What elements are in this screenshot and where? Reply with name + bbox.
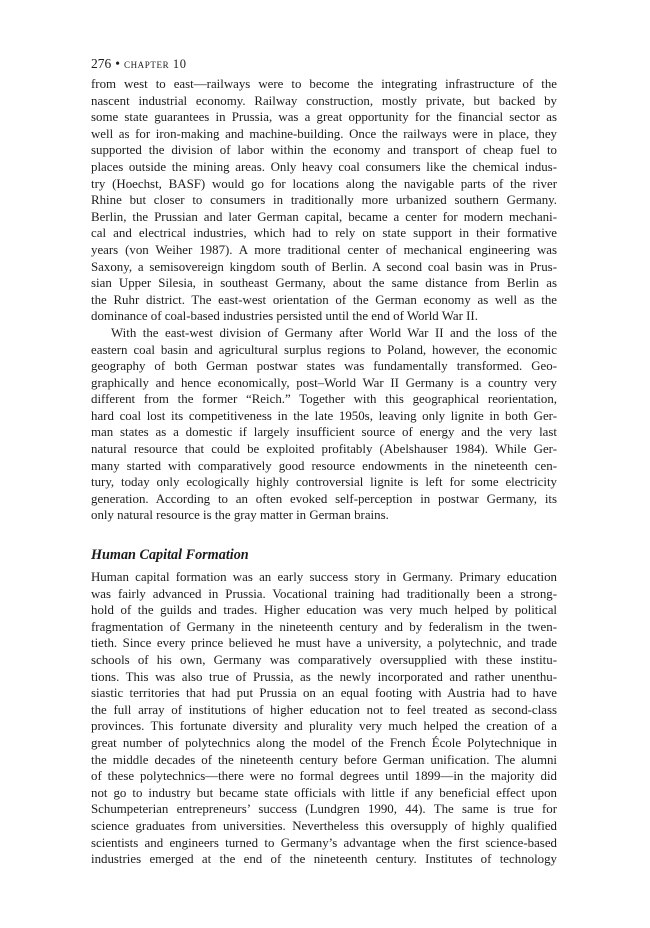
text-line: great number of polytechnics along the model of the French École Polytechnique in xyxy=(91,735,557,750)
text-line: the Ruhr district. The east-west orientation of the German economy as well as the xyxy=(91,292,557,307)
text-line: supported the division of labor within the economy and transport of cheap fuel to xyxy=(91,143,557,158)
paragraph-2 xyxy=(91,325,557,524)
text-line: Saxony, a semisovereign kingdom south of Berlin. A second coal basin was in Prus- xyxy=(91,259,557,274)
text-line: scientists and engineers turned to Germany’s advantage when the first science-based xyxy=(91,835,557,850)
text-line: not go to industry but became state officials with little if any beneficial effect upon xyxy=(91,785,557,800)
text-line: industries emerged at the end of the nineteenth century. Institutes of technology xyxy=(91,852,557,867)
text-line: dominance of coal-based industries persisted until the end of World War II. xyxy=(91,309,478,324)
text-line: cal and electrical industries, which had to rely on state support in their formative xyxy=(91,226,557,241)
text-line: siastic territories that had put Prussia on an equal footing with Austria had to have xyxy=(91,686,557,701)
text-line: schools of his own, Germany was comparatively oversupplied with these institu- xyxy=(91,653,557,667)
text-line: tury, today only ecologically highly controversial lignite is left for some electricity xyxy=(91,475,557,490)
running-head xyxy=(91,55,557,73)
text-line: tieth. Since every prince believed he must have a university, a polytechnic, and trade xyxy=(91,636,557,651)
section-paragraph xyxy=(91,569,557,868)
text-line: geography of both German postwar states was fundamentally transformed. Geo- xyxy=(91,359,557,374)
text-line: the middle decades of the nineteenth century before German unification. The alumni xyxy=(91,752,557,767)
text-line: nascent industrial economy. Railway construction, mostly private, but backed by xyxy=(91,93,557,108)
text-line: tions. This was also true of Prussia, as the newly incorporated and rather unenthu- xyxy=(91,669,557,684)
text-line: try (Hoechst, BASF) would go for locations along the navigable parts of the river xyxy=(91,176,557,191)
text-line: Rhine but closer to consumers in traditionally more urbanized southern Germany. xyxy=(91,193,557,208)
text-line: was fairly advanced in Prussia. Vocational training had traditionally been a strong- xyxy=(91,586,557,601)
text-line: hold of the guilds and trades. Higher education was very much helped by political xyxy=(91,603,557,618)
text-line: many started with comparatively good resource endowments in the nineteenth cen- xyxy=(91,458,557,473)
book-page xyxy=(91,55,557,868)
text-line: Berlin, the Prussian and later German capital, became a center for modern mechani- xyxy=(91,209,557,224)
text-line: places outside the mining areas. Only heavy coal consumers like the chemical indus- xyxy=(91,159,557,174)
text-line: years (von Weiher 1987). A more traditional center of mechanical engineering was xyxy=(91,242,557,257)
text-line: eastern coal basin and agricultural surplus regions to Poland, however, the economic xyxy=(91,342,557,357)
text-line: the full array of institutions of higher education not to feel treated as second-class xyxy=(91,702,557,717)
text-line: well as for iron-making and machine-building. Once the railways were in place, they xyxy=(91,126,557,141)
text-line: With the east-west division of Germany after World War II and the loss of the xyxy=(111,325,557,340)
text-line: of these polytechnics—there were no formal degrees until 1899—in the majority did xyxy=(91,769,557,784)
text-line: hard coal lost its competitiveness in the late 1950s, leaving only lignite in both Ger- xyxy=(91,408,557,423)
section-heading: Human Capital Formation xyxy=(91,547,249,564)
text-line: Schumpeterian entrepreneurs’ success (Lundgren 1990, 44). The same is true for xyxy=(91,802,557,817)
text-line: only natural resource is the gray matter in German brains. xyxy=(91,508,389,523)
running-head-separator: • xyxy=(115,56,120,71)
text-line: science graduates from universities. Nevertheless this oversupply of highly qualified xyxy=(91,818,557,833)
text-line: man states as a domestic if largely insufficient source of energy and the very last xyxy=(91,425,557,440)
chapter-label: chapter 10 xyxy=(123,57,187,71)
text-line: fragmentation of Germany in the nineteenth century and by federalism in the twen- xyxy=(91,619,557,634)
text-line: provinces. This fortunate diversity and plurality very much helped the creation of a xyxy=(91,719,557,734)
text-line: generation. According to an often evoked self-perception in postwar Germany, its xyxy=(91,491,557,506)
text-line: some state guarantees in Prussia, was a great opportunity for the financial sector as xyxy=(91,110,557,125)
text-line: graphically and hence economically, post–World War II Germany is a country very xyxy=(91,375,557,390)
page-number: 276 xyxy=(91,56,112,71)
text-line: natural resource that could be exploited profitably (Abelshauser 1984). While Ger- xyxy=(91,442,557,457)
text-line: different from the former “Reich.” Together with this geographical reorientation, xyxy=(91,392,557,407)
text-line: sian Upper Silesia, in southeast Germany, about the same distance from Berlin as xyxy=(91,276,557,291)
text-line: Human capital formation was an early success story in Germany. Primary education xyxy=(91,570,557,585)
text-line: from west to east—railways were to become the integrating infrastructure of the xyxy=(91,77,557,91)
paragraph-1 xyxy=(91,76,557,325)
